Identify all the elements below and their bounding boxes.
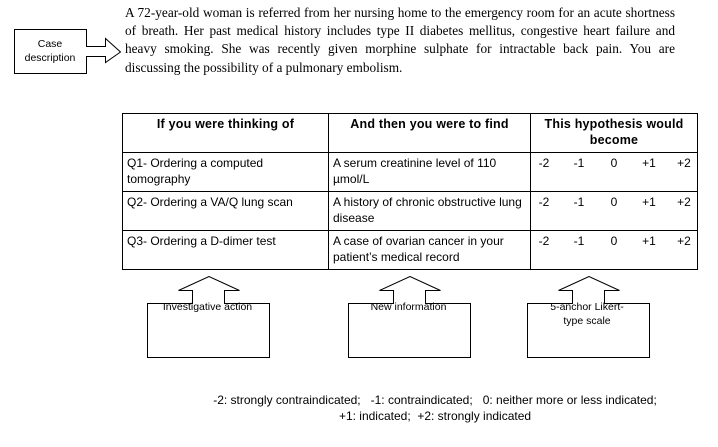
- header-hypothesis-become: This hypothesis would become: [531, 114, 698, 153]
- table-row: [123, 192, 698, 231]
- finding-cell: A history of chronic obstructive lung disease: [329, 192, 531, 231]
- scale-option[interactable]: +2: [677, 156, 691, 170]
- scale-option[interactable]: 0: [610, 234, 618, 248]
- finding-cell: A case of ovarian cancer in your patient’s medical record: [329, 231, 531, 270]
- likert-scale-callout: [525, 276, 650, 360]
- scale-option[interactable]: +1: [642, 156, 656, 170]
- scale-option[interactable]: -1: [573, 195, 585, 209]
- scale-option[interactable]: +1: [642, 195, 656, 209]
- case-description-text: A 72-year-old woman is referred from her nursing home to the emergency room for an acute shortness of breath. Her past medical history includes type II diabetes mellitus, congestive heart failure and heavy smoking. She was recently given morphine sulphate for intractable back pain. You are discussing the possibility of a pulmonary embolism.: [125, 5, 675, 75]
- up-arrow-callout-shape: [346, 276, 471, 360]
- scale-legend: [170, 392, 700, 424]
- action-cell: Q3- Ordering a D-dimer test: [123, 231, 329, 270]
- investigative-action-callout: [145, 276, 270, 360]
- scale-option[interactable]: -1: [573, 156, 585, 170]
- scale-option[interactable]: -1: [573, 234, 585, 248]
- likert-scale-label: 5-anchor Likert-type scale: [550, 301, 624, 327]
- up-arrow-callout-shape: [145, 276, 270, 360]
- case-description-label: Case description: [24, 38, 76, 64]
- scale-option[interactable]: +2: [677, 234, 691, 248]
- table-header-row: [123, 114, 698, 153]
- new-information-callout: [346, 276, 471, 360]
- table-row: [123, 231, 698, 270]
- finding-cell: A serum creatinine level of 110 µmol/L: [329, 153, 531, 192]
- scale-option[interactable]: -2: [538, 195, 550, 209]
- action-cell: Q2- Ordering a VA/Q lung scan: [123, 192, 329, 231]
- likert-scale-cell: [531, 153, 698, 192]
- legend-line-1: -2: strongly contraindicated; -1: contraindicated; 0: neither more or less indicated;: [213, 393, 657, 407]
- investigative-action-label: Investigative action: [162, 301, 253, 313]
- scale-option[interactable]: 0: [610, 156, 618, 170]
- scale-option[interactable]: +2: [677, 195, 691, 209]
- scale-option[interactable]: 0: [610, 195, 618, 209]
- header-thinking-of: If you were thinking of: [123, 114, 329, 153]
- likert-scale-cell: [531, 192, 698, 231]
- script-concordance-table: [122, 113, 698, 270]
- legend-line-2: +1: indicated; +2: strongly indicated: [338, 409, 532, 423]
- header-then-find: And then you were to find: [329, 114, 531, 153]
- scale-option[interactable]: -2: [538, 234, 550, 248]
- table-row: [123, 153, 698, 192]
- likert-scale-cell: [531, 231, 698, 270]
- scale-option[interactable]: +1: [642, 234, 656, 248]
- new-information-label: New information: [370, 301, 447, 313]
- scale-option[interactable]: -2: [538, 156, 550, 170]
- action-cell: Q1- Ordering a computed tomography: [123, 153, 329, 192]
